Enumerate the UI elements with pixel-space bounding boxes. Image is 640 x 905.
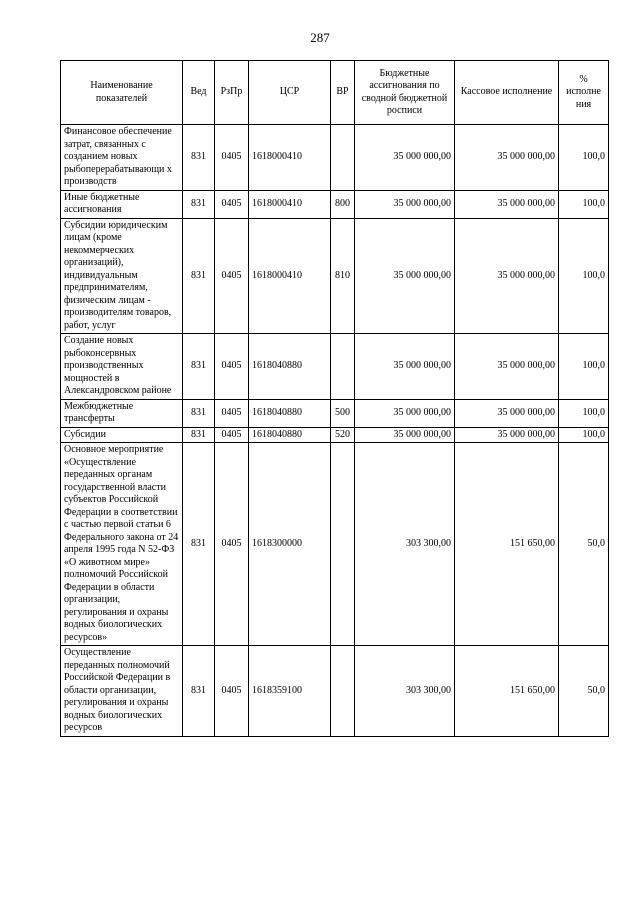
row-rzpr: 0405 xyxy=(215,334,249,400)
budget-table xyxy=(60,60,609,737)
row-rzpr: 0405 xyxy=(215,125,249,191)
row-rzpr: 0405 xyxy=(215,218,249,334)
row-rzpr: 0405 xyxy=(215,427,249,443)
table-header-row xyxy=(61,61,609,125)
row-percent: 50,0 xyxy=(559,646,609,737)
row-csr: 1618000410 xyxy=(249,190,331,218)
row-name: Субсидии юридическим лицам (кроме некоммерческих организаций), индивидуальным предпринимателям, физическим лицам - производителям товаров, работ, услуг xyxy=(61,218,183,334)
row-vr xyxy=(331,443,355,646)
row-cash: 35 000 000,00 xyxy=(455,334,559,400)
row-percent: 100,0 xyxy=(559,218,609,334)
table-row xyxy=(61,334,609,400)
row-budget: 35 000 000,00 xyxy=(355,334,455,400)
row-name: Иные бюджетные ассигнования xyxy=(61,190,183,218)
row-percent: 50,0 xyxy=(559,443,609,646)
row-vr xyxy=(331,334,355,400)
header-budget: Бюджетные ассигнования по сводной бюджетной росписи xyxy=(355,61,455,125)
row-csr: 1618040880 xyxy=(249,334,331,400)
row-rzpr: 0405 xyxy=(215,646,249,737)
row-vr: 800 xyxy=(331,190,355,218)
row-percent: 100,0 xyxy=(559,399,609,427)
table-row xyxy=(61,190,609,218)
row-ved: 831 xyxy=(183,443,215,646)
row-budget: 35 000 000,00 xyxy=(355,427,455,443)
row-name: Создание новых рыбоконсервных производственных мощностей в Александровском районе xyxy=(61,334,183,400)
row-name: Субсидии xyxy=(61,427,183,443)
row-ved: 831 xyxy=(183,334,215,400)
table-row xyxy=(61,125,609,191)
row-budget: 303 300,00 xyxy=(355,443,455,646)
row-budget: 35 000 000,00 xyxy=(355,190,455,218)
row-percent: 100,0 xyxy=(559,334,609,400)
row-rzpr: 0405 xyxy=(215,190,249,218)
row-cash: 35 000 000,00 xyxy=(455,427,559,443)
row-budget: 303 300,00 xyxy=(355,646,455,737)
header-ved: Вед xyxy=(183,61,215,125)
row-rzpr: 0405 xyxy=(215,399,249,427)
header-csr: ЦСР xyxy=(249,61,331,125)
table-row xyxy=(61,399,609,427)
header-rzpr: РзПр xyxy=(215,61,249,125)
row-ved: 831 xyxy=(183,427,215,443)
row-ved: 831 xyxy=(183,125,215,191)
row-vr: 500 xyxy=(331,399,355,427)
row-csr: 1618300000 xyxy=(249,443,331,646)
row-cash: 151 650,00 xyxy=(455,646,559,737)
row-name: Осуществление переданных полномочий Российской Федерации в области организации, регулирования и охраны водных биологических ресурсов xyxy=(61,646,183,737)
row-cash: 35 000 000,00 xyxy=(455,399,559,427)
header-vr: ВР xyxy=(331,61,355,125)
table-row xyxy=(61,646,609,737)
row-ved: 831 xyxy=(183,190,215,218)
row-csr: 1618359100 xyxy=(249,646,331,737)
row-cash: 35 000 000,00 xyxy=(455,190,559,218)
row-ved: 831 xyxy=(183,218,215,334)
row-percent: 100,0 xyxy=(559,190,609,218)
row-percent: 100,0 xyxy=(559,125,609,191)
table-row xyxy=(61,443,609,646)
row-ved: 831 xyxy=(183,399,215,427)
row-vr: 810 xyxy=(331,218,355,334)
row-vr xyxy=(331,646,355,737)
row-name: Межбюджетные трансферты xyxy=(61,399,183,427)
row-csr: 1618000410 xyxy=(249,125,331,191)
row-name: Основное мероприятие «Осуществление переданных органам государственной власти субъектов Российской Федерации в соответствии с частью первой статьи 6 Федерального закона от 24 апреля 1995 года N 52-ФЗ «О животном мире» полномочий Российской Федерации в области организации, регулирования и охраны водных биологических ресурсов» xyxy=(61,443,183,646)
row-cash: 35 000 000,00 xyxy=(455,218,559,334)
row-budget: 35 000 000,00 xyxy=(355,399,455,427)
header-cash: Кассовое исполнение xyxy=(455,61,559,125)
row-budget: 35 000 000,00 xyxy=(355,218,455,334)
header-name: Наименование показателей xyxy=(61,61,183,125)
row-vr: 520 xyxy=(331,427,355,443)
row-name: Финансовое обеспечение затрат, связанных с созданием новых рыбоперерабатывающи х производств xyxy=(61,125,183,191)
table-row xyxy=(61,427,609,443)
row-csr: 1618000410 xyxy=(249,218,331,334)
row-csr: 1618040880 xyxy=(249,427,331,443)
row-budget: 35 000 000,00 xyxy=(355,125,455,191)
row-csr: 1618040880 xyxy=(249,399,331,427)
row-percent: 100,0 xyxy=(559,427,609,443)
row-cash: 35 000 000,00 xyxy=(455,125,559,191)
table-row xyxy=(61,218,609,334)
header-percent: % исполне ния xyxy=(559,61,609,125)
page-number: 287 xyxy=(310,30,330,45)
row-ved: 831 xyxy=(183,646,215,737)
row-rzpr: 0405 xyxy=(215,443,249,646)
row-vr xyxy=(331,125,355,191)
row-cash: 151 650,00 xyxy=(455,443,559,646)
